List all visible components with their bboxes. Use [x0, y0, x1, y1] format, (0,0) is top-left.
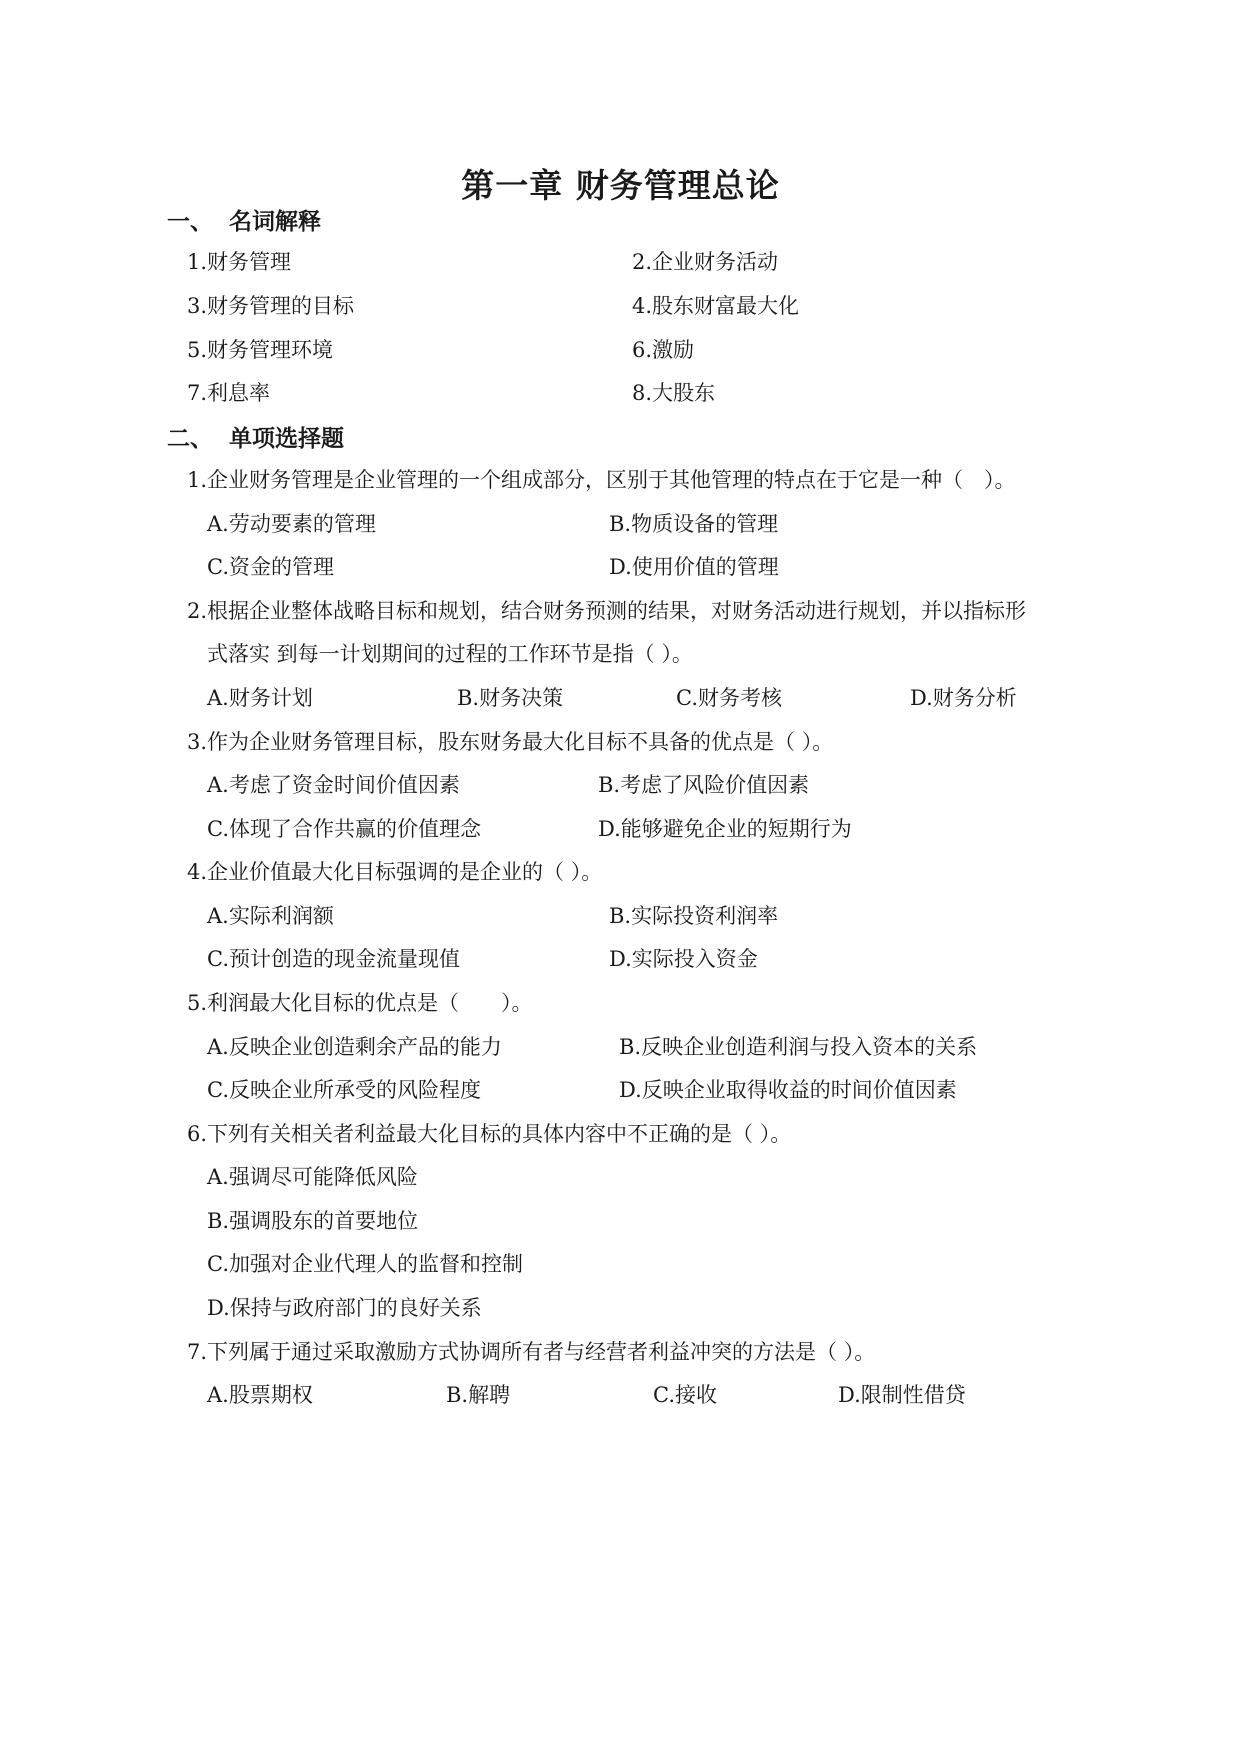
question-stem: 3.作为企业财务管理目标，股东财务最大化目标不具备的优点是（ ）。 — [187, 730, 834, 754]
question-option: A.考虑了资金时间价值因素 — [207, 773, 460, 797]
question-option: B.考虑了风险价值因素 — [598, 773, 810, 797]
question-option: C.资金的管理 — [207, 555, 334, 579]
question-option: D.限制性借贷 — [838, 1383, 966, 1407]
question-option: C.反映企业所承受的风险程度 — [207, 1078, 481, 1102]
question-stem: 5.利润最大化目标的优点是（ ）。 — [187, 991, 533, 1015]
question-option: B.解聘 — [446, 1383, 511, 1407]
term-item: 1.财务管理 — [187, 250, 292, 274]
term-item: 2.企业财务活动 — [632, 250, 779, 274]
section-number: 一、 — [167, 209, 213, 235]
question-option: B.强调股东的首要地位 — [207, 1209, 419, 1233]
question-option: D.实际投入资金 — [609, 947, 758, 971]
question-option: C.财务考核 — [676, 686, 782, 710]
question-option: D.能够避免企业的短期行为 — [598, 817, 852, 841]
question-option: D.使用价值的管理 — [609, 555, 779, 579]
question-option: D.保持与政府部门的良好关系 — [207, 1296, 482, 1320]
question-option: C.加强对企业代理人的监督和控制 — [207, 1252, 523, 1276]
question-option: C.体现了合作共赢的价值理念 — [207, 817, 481, 841]
question-option: D.财务分析 — [910, 686, 1017, 710]
term-item: 7.利息率 — [187, 381, 271, 405]
term-item: 4.股东财富最大化 — [632, 294, 800, 318]
term-item: 8.大股东 — [632, 381, 716, 405]
term-item: 3.财务管理的目标 — [187, 294, 355, 318]
chapter-title: 第一章 财务管理总论 — [461, 166, 780, 205]
question-option: B.实际投资利润率 — [609, 904, 779, 928]
term-item: 5.财务管理环境 — [187, 338, 334, 362]
question-option: A.股票期权 — [207, 1383, 313, 1407]
question-stem: 7.下列属于通过采取激励方式协调所有者与经营者利益冲突的方法是（ ）。 — [187, 1340, 876, 1364]
section-title: 单项选择题 — [229, 426, 344, 452]
question-stem: 6.下列有关相关者利益最大化目标的具体内容中不正确的是（ ）。 — [187, 1122, 792, 1146]
question-stem: 2.根据企业整体战略目标和规划，结合财务预测的结果，对财务活动进行规划，并以指标形 — [187, 599, 1027, 623]
question-option: C.预计创造的现金流量现值 — [207, 947, 460, 971]
question-stem-continued: 式落实 到每一计划期间的过程的工作环节是指（ ）。 — [207, 642, 693, 666]
term-item: 6.激励 — [632, 338, 695, 362]
question-option: D.反映企业取得收益的时间价值因素 — [619, 1078, 957, 1102]
question-option: A.实际利润额 — [207, 904, 334, 928]
question-option: B.物质设备的管理 — [609, 512, 779, 536]
question-option: A.强调尽可能降低风险 — [207, 1165, 418, 1189]
section-heading-terms — [167, 203, 321, 236]
section-number: 二、 — [167, 426, 213, 452]
question-option: A.反映企业创造剩余产品的能力 — [207, 1035, 502, 1059]
question-option: C.接收 — [653, 1383, 717, 1407]
question-option: A.劳动要素的管理 — [207, 512, 376, 536]
question-option: A.财务计划 — [207, 686, 313, 710]
question-option: B.反映企业创造利润与投入资本的关系 — [619, 1035, 978, 1059]
question-stem: 4.企业价值最大化目标强调的是企业的（ ）。 — [187, 860, 603, 884]
question-option: B.财务决策 — [457, 686, 564, 710]
section-title: 名词解释 — [229, 209, 321, 235]
section-heading-choice — [167, 420, 344, 453]
question-stem: 1.企业财务管理是企业管理的一个组成部分，区别于其他管理的特点在于它是一种（ ）。 — [187, 468, 1016, 492]
